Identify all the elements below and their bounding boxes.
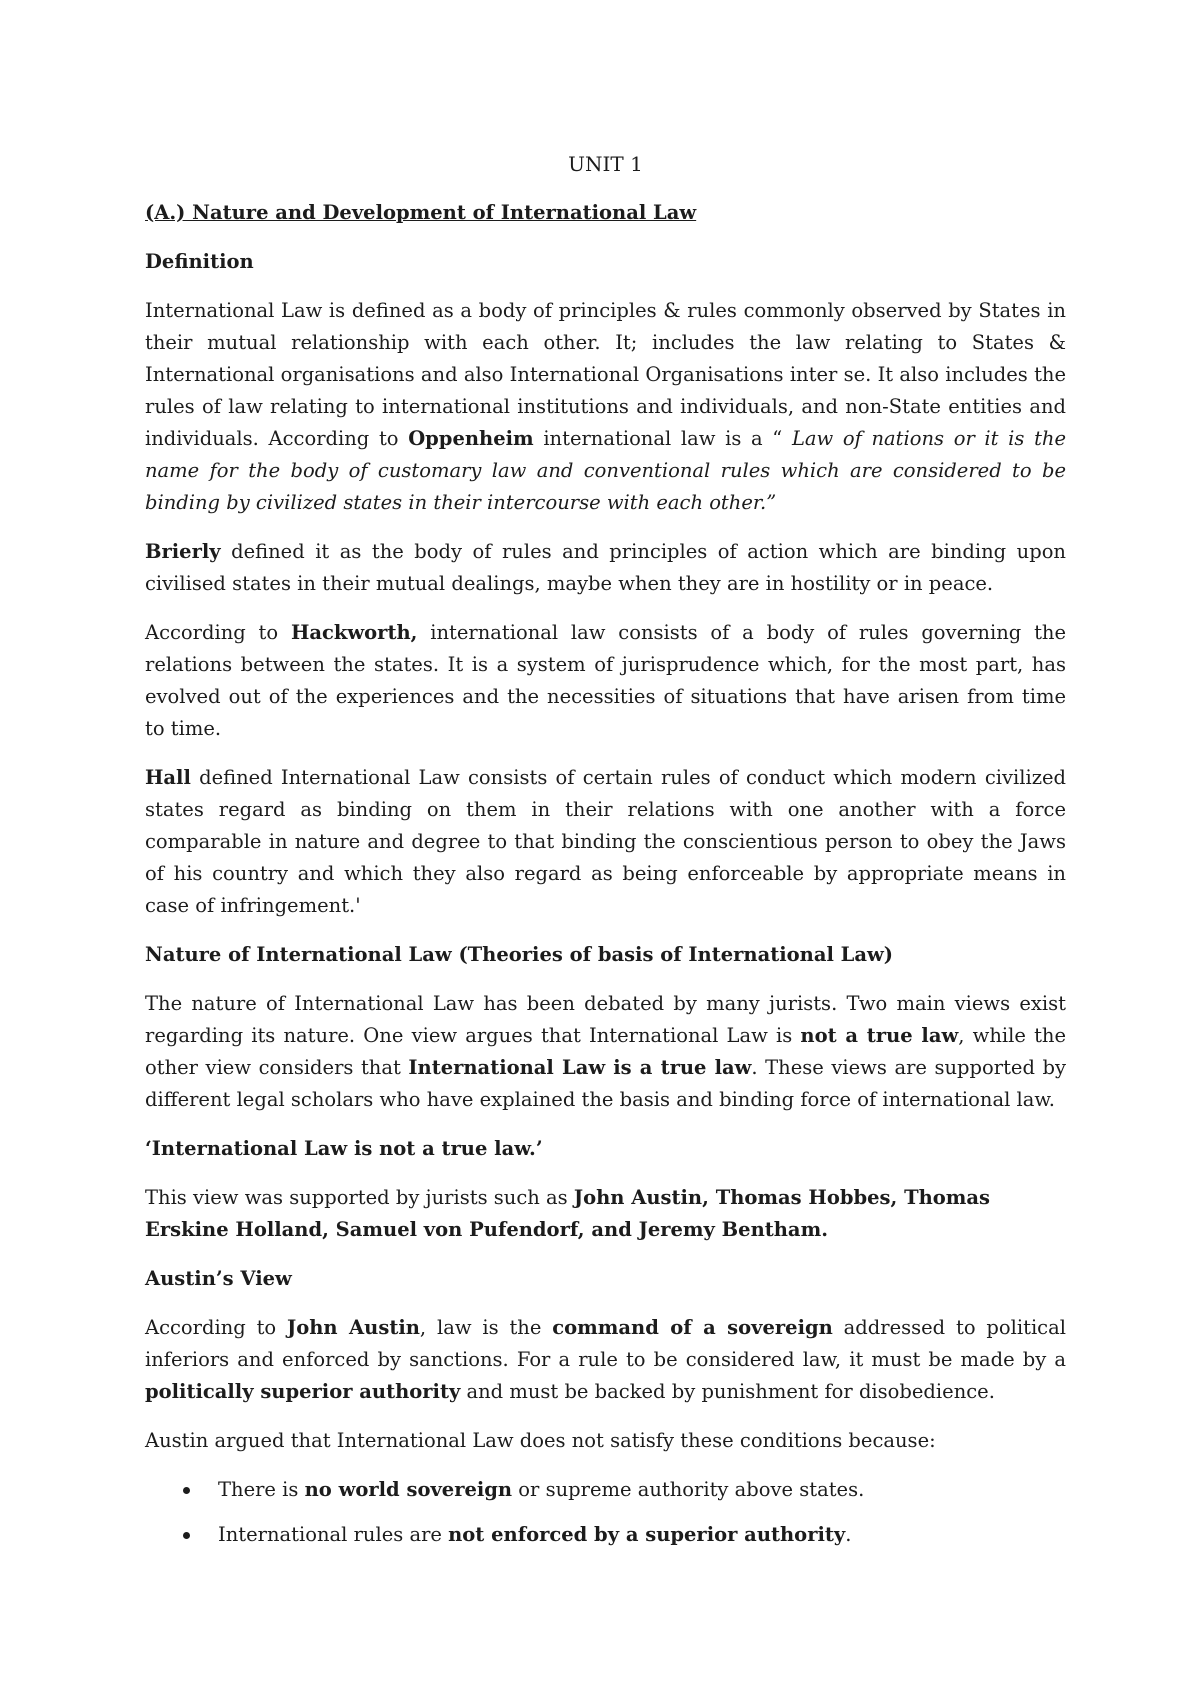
italic-quote: Law of nations or it is the name for the body of customary law and conventional rules which are considered to be binding by civilized states in their intercourse with each other.”: [145, 427, 1067, 514]
text-run: According to: [145, 621, 291, 644]
bold-run: John Austin, Thomas Hobbes, Thomas Erskine Holland, Samuel von Pufendorf, and Jeremy Bentham.: [145, 1186, 991, 1241]
bold-run: no world sovereign: [304, 1478, 513, 1501]
bold-run: John Austin: [287, 1316, 420, 1339]
definition-heading: Definition: [145, 250, 254, 273]
hackworth-paragraph: [145, 617, 1066, 745]
list-item: [145, 1474, 1066, 1506]
nature-heading: Nature of International Law (Theories of basis of International Law): [145, 943, 894, 966]
brierly-paragraph: [145, 536, 1066, 600]
text-run: International Law is defined as a body of principles & rules commonly observed by States in their mutual relationship with each other. It; includes the law relating to States & International organisations and also International Organisations inter se. It also includes the rules of law relating to international institutions and individuals, and non-State entities and individuals. According to: [145, 299, 1066, 450]
austin-heading: Austin’s View: [145, 1267, 292, 1290]
not-true-law-heading: ‘International Law is not a true law.’: [145, 1137, 543, 1160]
text-run: International rules are: [218, 1523, 449, 1546]
bold-run: politically superior authority: [145, 1380, 461, 1403]
text-run: defined International Law consists of certain rules of conduct which modern civilized states regard as binding on them in their relations with one another with a force comparable in nature and degree to that binding the conscientious person to obey the Jaws of his country and which they also regard as being enforceable by appropriate means in case of infringement.': [145, 766, 1066, 917]
bullet-list: [145, 1474, 1066, 1551]
text-run: international law is a “: [533, 427, 792, 450]
bold-run: Oppenheim: [408, 427, 534, 450]
hall-paragraph: [145, 762, 1066, 922]
austin-paragraph: [145, 1312, 1066, 1408]
nature-paragraph: [145, 988, 1066, 1116]
bold-run: not a true law: [800, 1024, 959, 1047]
text-run: , law is the: [419, 1316, 553, 1339]
text-run: international law consists of a body of rules governing the relations between the states. It is a system of jurisprudence which, for the most part, has evolved out of the experiences and the necessities of situations that have arisen from time to time.: [145, 621, 1066, 740]
text-run: and must be backed by punishment for disobedience.: [460, 1380, 995, 1403]
bullet-icon: [183, 1532, 190, 1539]
list-item: [145, 1519, 1066, 1551]
definition-paragraph: [145, 295, 1066, 519]
text-run: There is: [218, 1478, 305, 1501]
text-run: According to: [145, 1316, 288, 1339]
bullet-icon: [183, 1487, 190, 1494]
bold-run: command of a sovereign: [552, 1316, 833, 1339]
text-run: , while the other view considers that: [145, 1024, 1067, 1079]
bold-run: International Law is a true law: [408, 1056, 752, 1079]
text-run: .: [845, 1523, 852, 1546]
text-run: or supreme authority above states.: [512, 1478, 865, 1501]
jurists-paragraph: [145, 1182, 1066, 1246]
bold-run: Hall: [145, 766, 191, 789]
bold-run: Hackworth,: [290, 621, 418, 644]
bold-run: not enforced by a superior authority: [448, 1523, 846, 1546]
text-run: . These views are supported by different legal scholars who have explained the basis and binding force of international law.: [145, 1056, 1066, 1111]
text-run: defined it as the body of rules and principles of action which are binding upon civilised states in their mutual dealings, maybe when they are in hostility or in peace.: [145, 540, 1066, 595]
austin-argued-paragraph: Austin argued that International Law does not satisfy these conditions because:: [145, 1429, 936, 1452]
text-run: The nature of International Law has been debated by many jurists. Two main views exist regarding its nature. One view argues that International Law is: [145, 992, 1066, 1047]
bold-run: Brierly: [145, 540, 221, 563]
text-run: This view was supported by jurists such as: [145, 1186, 574, 1209]
text-run: addressed to political inferiors and enforced by sanctions. For a rule to be considered law, it must be made by a: [145, 1316, 1066, 1371]
section-title: (A.) Nature and Development of International Law: [145, 201, 697, 224]
unit-title: UNIT 1: [568, 152, 643, 176]
